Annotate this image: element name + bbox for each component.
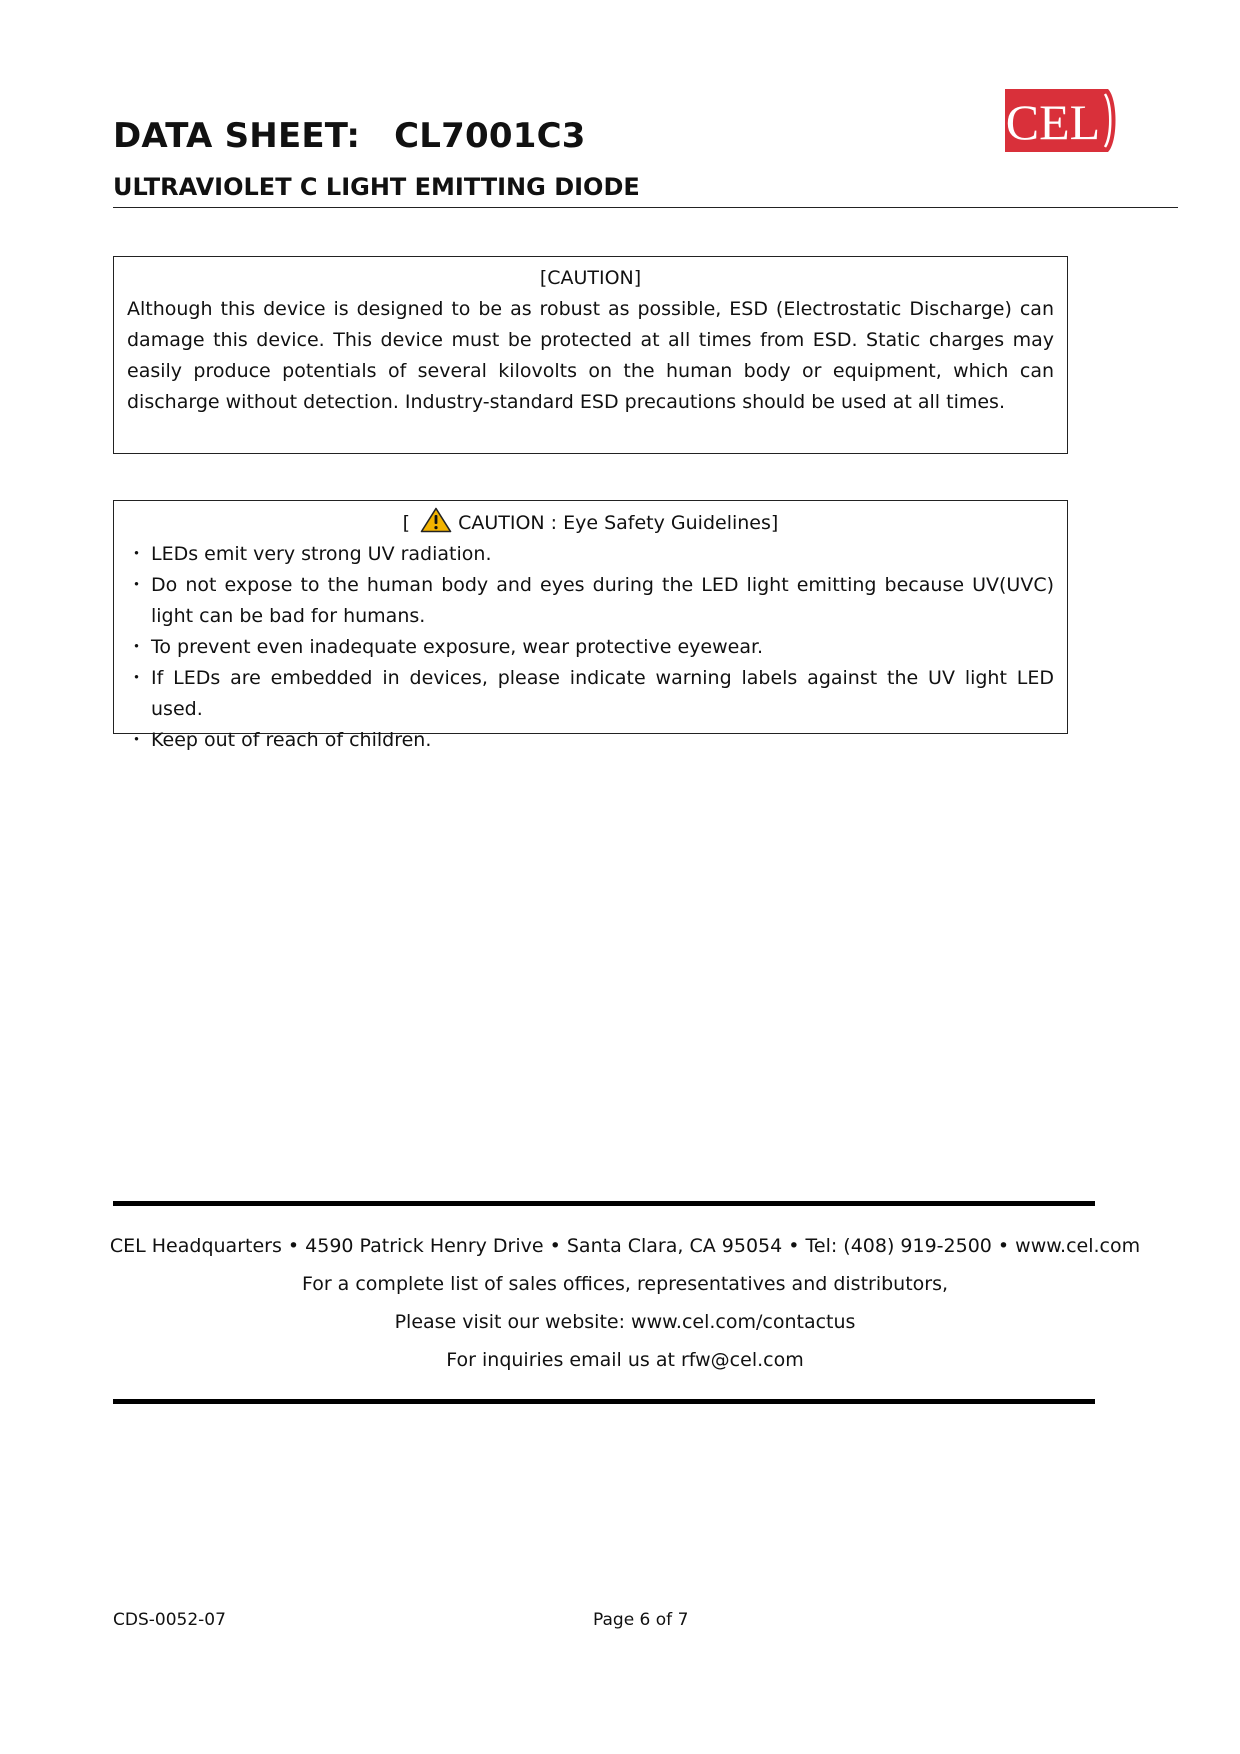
- contact-block: [100, 1227, 1150, 1379]
- document-subtitle: ULTRAVIOLET C LIGHT EMITTING DIODE: [113, 173, 640, 201]
- esd-caution-text: Although this device is designed to be as robust as possible, ESD (Electrostatic Discharge) can damage this device. This device must be protected at all times from ESD. Static charges may easily produce potentials of several kilovolts on the human body or equipment, which can discharge without detection. Industry-standard ESD precautions should be used at all times.: [127, 298, 1054, 413]
- footer-bottom-divider: [113, 1399, 1095, 1404]
- page-number: Page 6 of 7: [593, 1610, 689, 1630]
- list-item: ・ To prevent even inadequate exposure, wear protective eyewear.: [127, 632, 1054, 663]
- list-item: ・ Keep out of reach of children.: [127, 725, 1054, 756]
- website-line: Please visit our website: www.cel.com/contactus: [394, 1311, 856, 1333]
- bullet: ・: [127, 729, 147, 751]
- esd-caution-title: [CAUTION]: [539, 267, 642, 289]
- bullet: ・: [127, 574, 147, 596]
- bullet: ・: [127, 667, 147, 689]
- eye-safety-title-bracket: [: [402, 512, 411, 534]
- sales-offices-line: For a complete list of sales offices, representatives and distributors,: [301, 1273, 949, 1295]
- esd-caution-box: [113, 256, 1068, 454]
- title-label: DATA SHEET:: [113, 116, 361, 156]
- document-title: [113, 116, 586, 156]
- list-item: ・ If LEDs are embedded in devices, please indicate warning labels against the UV light LED used.: [127, 663, 1054, 725]
- footer-top-divider: [113, 1201, 1095, 1206]
- logo-text: CEL: [1005, 94, 1101, 150]
- inquiries-line: For inquiries email us at rfw@cel.com: [446, 1349, 804, 1371]
- bullet: ・: [127, 636, 147, 658]
- header-divider: [113, 207, 1178, 208]
- cel-logo: [1005, 89, 1118, 152]
- list-item: ・ LEDs emit very strong UV radiation.: [127, 539, 1054, 570]
- eye-safety-title: [127, 507, 1054, 539]
- eye-safety-list: [127, 539, 1054, 756]
- headquarters-line: CEL Headquarters • 4590 Patrick Henry Drive • Santa Clara, CA 95054 • Tel: (408) 919-2500 • www.cel.com: [109, 1235, 1141, 1257]
- eye-safety-box: [113, 500, 1068, 751]
- bullet: ・: [127, 543, 147, 565]
- part-number: CL7001C3: [394, 116, 586, 156]
- document-id: CDS-0052-07: [113, 1610, 226, 1630]
- warning-triangle-icon: [420, 507, 452, 533]
- list-item: ・ Do not expose to the human body and eyes during the LED light emitting because UV(UVC) light can be bad for humans.: [127, 570, 1054, 632]
- eye-safety-title-text: CAUTION : Eye Safety Guidelines]: [458, 512, 779, 534]
